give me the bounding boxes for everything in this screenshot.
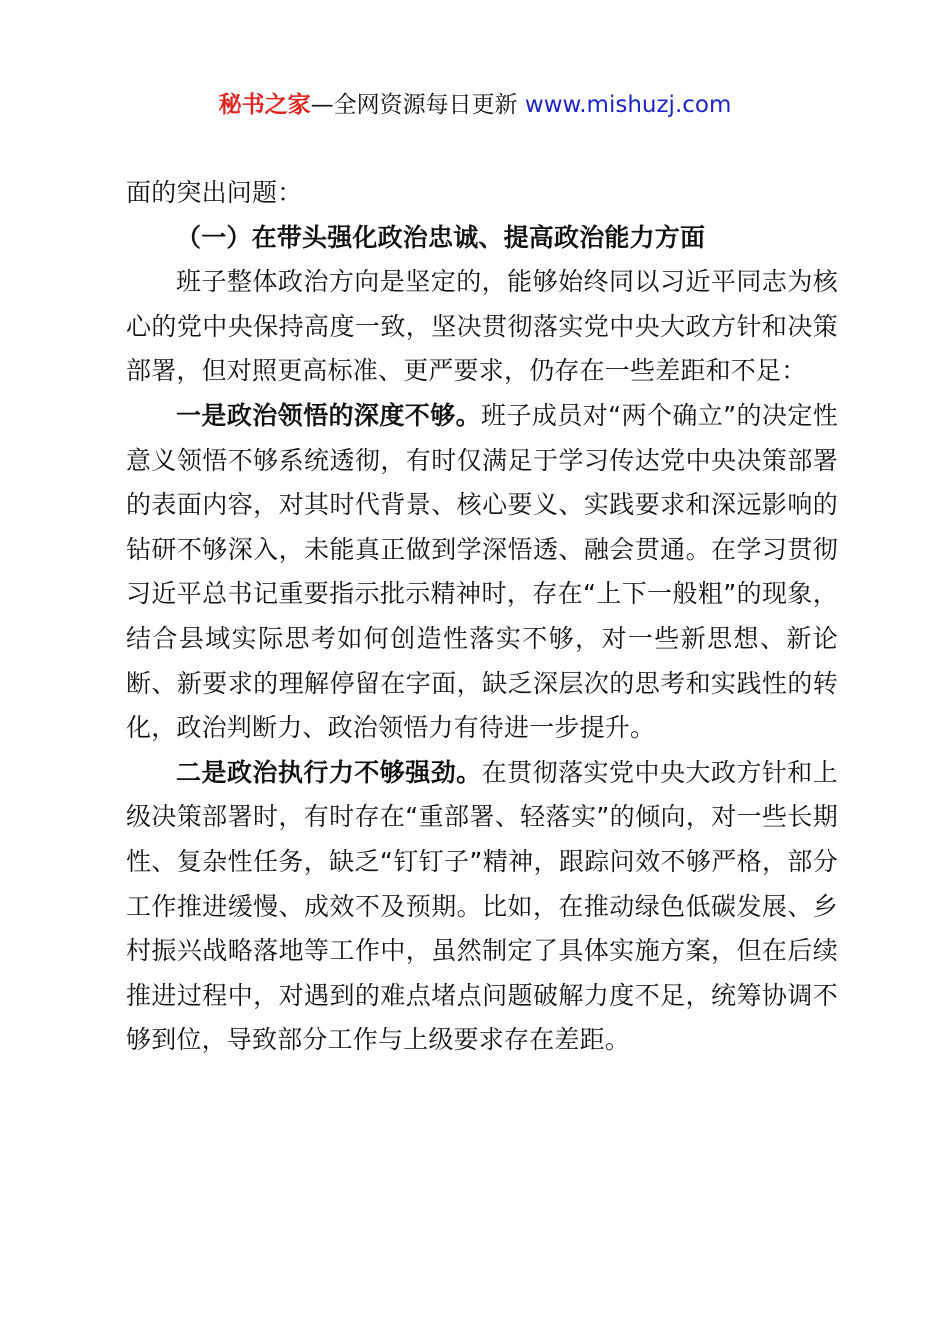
point-one-body: 班子成员对“两个确立”的决定性意义领悟不够系统透彻，有时仅满足于学习传达党中央决策部署的表面内容，对其时代背景、核心要义、实践要求和深远影响的钻研不够深入，未能真正做到学深悟透、融会贯通。在学习贯彻习近平总书记重要指示批示精神时，存在“上下一般粗”的现象，结合县域实际思考如何创造性落实不够，对一些新思想、新论断、新要求的理解停留在字面，缺乏深层次的思考和实践性的转化，政治判断力、政治领悟力有待进一步提升。 bbox=[126, 400, 838, 743]
header-url-link[interactable]: www.mishuzj.com bbox=[524, 92, 732, 118]
point-one-lead: 一是政治领悟的深度不够。 bbox=[176, 400, 482, 430]
brand-name: 秘书之家 bbox=[218, 92, 311, 118]
document-body bbox=[126, 171, 838, 1063]
section-title: （一）在带头强化政治忠诚、提高政治能力方面 bbox=[176, 222, 706, 252]
header-tagline: —全网资源每日更新 bbox=[310, 92, 525, 118]
intro-paragraph: 班子整体政治方向是坚定的，能够始终同以习近平同志为核心的党中央保持高度一致，坚决贯彻落实党中央大政方针和决策部署，但对照更高标准、更严要求，仍存在一些差距和不足： bbox=[126, 267, 838, 386]
watermark-header bbox=[0, 88, 950, 122]
point-two-paragraph bbox=[126, 751, 838, 1063]
point-one-paragraph bbox=[126, 394, 838, 751]
point-two-body: 在贯彻落实党中央大政方针和上级决策部署时，有时存在“重部署、轻落实”的倾向，对一些长期性、复杂性任务，缺乏“钉钉子”精神，跟踪问效不够严格，部分工作推进缓慢、成效不及预期。比如，在推动绿色低碳发展、乡村振兴战略落地等工作中，虽然制定了具体实施方案，但在后续推进过程中，对遇到的难点堵点问题破解力度不足，统筹协调不够到位，导致部分工作与上级要求存在差距。 bbox=[126, 757, 838, 1055]
point-two-lead: 二是政治执行力不够强劲。 bbox=[176, 757, 482, 787]
continuation-line: 面的突出问题： bbox=[126, 178, 303, 207]
